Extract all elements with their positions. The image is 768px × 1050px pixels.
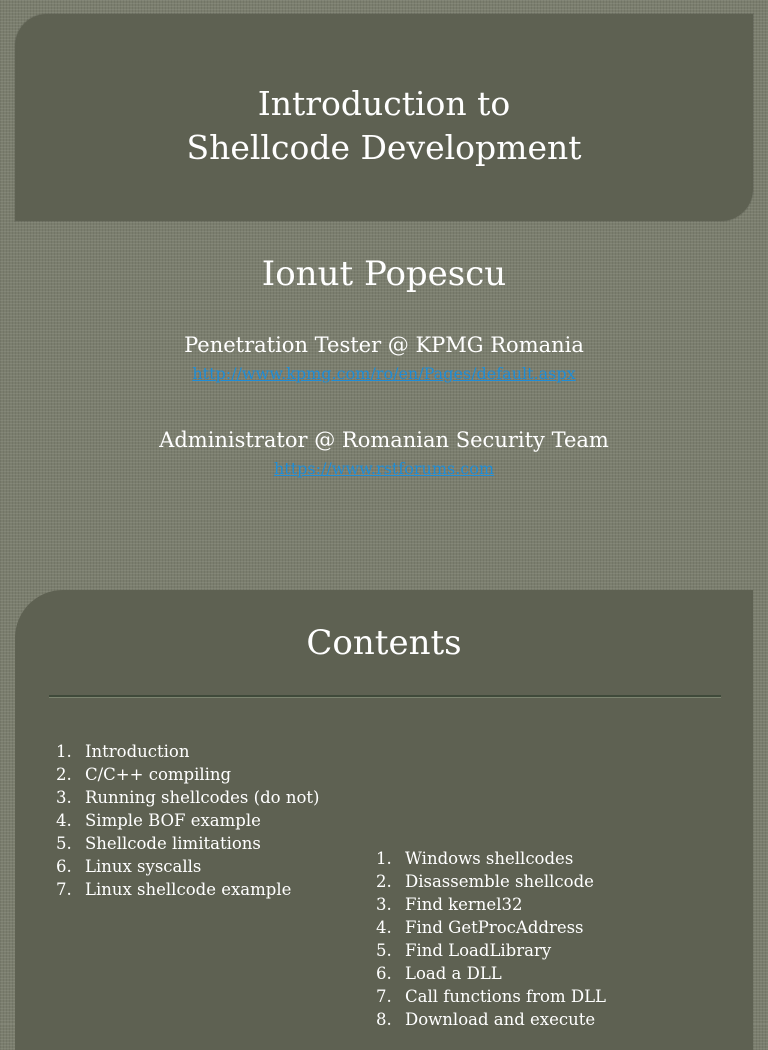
- list-number: 6.: [376, 964, 392, 983]
- list-text: Find kernel32: [405, 895, 523, 914]
- contents-list-left: [56, 740, 319, 901]
- title-panel: [15, 14, 753, 221]
- list-text: Simple BOF example: [85, 811, 261, 830]
- list-text: Linux shellcode example: [85, 880, 292, 899]
- list-text: Disassemble shellcode: [405, 872, 594, 891]
- title-divider: [49, 695, 721, 698]
- list-item: [56, 809, 319, 832]
- list-text: Find LoadLibrary: [405, 941, 552, 960]
- list-item: [376, 1008, 606, 1031]
- list-item: [56, 763, 319, 786]
- list-item: [376, 870, 606, 893]
- list-text: C/C++ compiling: [85, 765, 232, 784]
- list-item: [376, 847, 606, 870]
- list-text: Find GetProcAddress: [405, 918, 584, 937]
- author-role-rst: Administrator @ Romanian Security Team: [159, 428, 609, 452]
- list-text: Introduction: [85, 742, 190, 761]
- list-item: [376, 939, 606, 962]
- list-text: Shellcode limitations: [85, 834, 261, 853]
- list-item: [56, 786, 319, 809]
- title-line-1: Introduction to: [257, 84, 511, 123]
- list-number: 2.: [376, 872, 392, 891]
- list-number: 5.: [56, 834, 72, 853]
- list-text: Windows shellcodes: [405, 849, 574, 868]
- author-name: Ionut Popescu: [261, 254, 507, 294]
- list-text: Linux syscalls: [85, 857, 202, 876]
- list-item: [56, 855, 319, 878]
- list-item: [376, 893, 606, 916]
- kpmg-link[interactable]: http://www.kpmg.com/ro/en/Pages/default.aspx: [192, 364, 576, 383]
- author-role-kpmg: Penetration Tester @ KPMG Romania: [184, 333, 584, 357]
- list-number: 2.: [56, 765, 72, 784]
- list-number: 4.: [56, 811, 72, 830]
- list-number: 7.: [56, 880, 72, 899]
- list-text: Download and execute: [405, 1010, 596, 1029]
- list-number: 7.: [376, 987, 392, 1006]
- list-item: [376, 916, 606, 939]
- list-item: [376, 985, 606, 1008]
- list-text: Load a DLL: [405, 964, 502, 983]
- list-number: 3.: [56, 788, 72, 807]
- list-text: Running shellcodes (do not): [85, 788, 320, 807]
- list-number: 3.: [376, 895, 392, 914]
- list-number: 8.: [376, 1010, 392, 1029]
- list-number: 4.: [376, 918, 392, 937]
- list-item: [56, 878, 319, 901]
- list-number: 6.: [56, 857, 72, 876]
- list-item: [56, 832, 319, 855]
- list-number: 1.: [56, 742, 72, 761]
- presentation-title: [15, 82, 753, 170]
- list-item: [376, 962, 606, 985]
- contents-list-right: [376, 847, 606, 1031]
- list-number: 5.: [376, 941, 392, 960]
- list-item: [56, 740, 319, 763]
- list-text: Call functions from DLL: [405, 987, 607, 1006]
- title-line-2: Shellcode Development: [186, 128, 582, 167]
- contents-slide: [0, 586, 768, 1029]
- list-number: 1.: [376, 849, 392, 868]
- rstforums-link[interactable]: https://www.rstforums.com: [273, 459, 495, 478]
- contents-title: Contents: [306, 623, 462, 663]
